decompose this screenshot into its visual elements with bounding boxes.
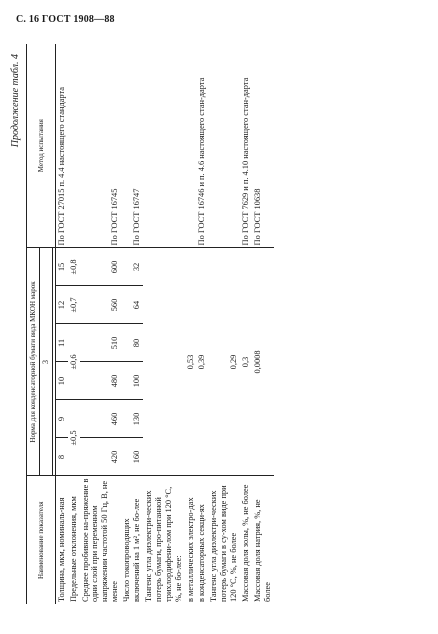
method-sodium: По ГОСТ 10638 xyxy=(252,44,274,248)
row-label-sodium: Массовая доля натрия, %, не более xyxy=(253,499,272,602)
grade-group: 3 xyxy=(40,248,52,476)
inclusions-value-2: 130 xyxy=(121,400,143,438)
inclusions-value-4: 80 xyxy=(121,324,143,362)
breakdown-value-3: 480 xyxy=(80,362,122,400)
table-continuation-label: Продолжение табл. 4 xyxy=(10,54,21,148)
table-row-sodium xyxy=(252,44,274,604)
method-breakdown: По ГОСТ 16745 xyxy=(80,44,122,248)
spec-table xyxy=(26,44,274,604)
inclusions-value-3: 100 xyxy=(121,362,143,400)
col-header-indicator: Наименование показателя xyxy=(27,476,56,604)
col-header-norm: Норма для конденсаторной бумаги вида МКОН марок xyxy=(27,248,40,476)
table-row-tangent-tcdf xyxy=(143,44,185,604)
method-thickness: По ГОСТ 27015 п. 4.4 настоящего стандарта xyxy=(55,44,67,248)
inclusions-value-1: 160 xyxy=(121,438,143,476)
sodium-value: 0,0008 xyxy=(252,248,274,476)
breakdown-value-1: 420 xyxy=(80,438,122,476)
row-label-breakdown: Среднее пробивное на-пряжение в одни слой при переменном напряжении частотой 50 Гц, В, не менее xyxy=(80,478,120,602)
deviation-value-2: ±0,6 xyxy=(68,324,80,400)
ash-value: 0,3 xyxy=(240,248,252,476)
row-label-metal: в металлических электро-дах xyxy=(185,497,195,602)
row-label-sections: в конденсаторных секци-ях xyxy=(197,504,207,602)
deviation-value-4: ±0,8 xyxy=(68,248,80,286)
row-label-ash: Массовая доля золы, %, не более xyxy=(241,484,251,602)
row-label-deviation: Предельные отклонения, мкм xyxy=(68,496,78,602)
table-head-row xyxy=(27,44,40,604)
thickness-value-6: 15 xyxy=(55,248,67,286)
thickness-value-2: 9 xyxy=(55,400,67,438)
method-tangent-tcdf: По ГОСТ 16746 и п. 4.6 настоящего стан-дарта xyxy=(143,44,208,248)
breakdown-value-2: 460 xyxy=(80,400,122,438)
col-header-method: Метод испытания xyxy=(27,44,56,248)
deviation-value-1: ±0,5 xyxy=(68,400,80,476)
row-label-inclusions: Число токопроводящих включений на 1 м², не бо-лее xyxy=(122,498,142,602)
inclusions-value-6: 32 xyxy=(121,248,143,286)
row-label-thickness: Толщина, мкм, номиналь-ная xyxy=(56,497,66,602)
tangent-dry-value: 0,29 xyxy=(208,248,240,476)
breakdown-value-5: 560 xyxy=(80,286,122,324)
inclusions-value-5: 64 xyxy=(121,286,143,324)
table-row-tangent-dry xyxy=(208,44,240,604)
thickness-value-3: 10 xyxy=(55,362,67,400)
metal-value: 0,53 xyxy=(185,248,197,476)
row-label-tangent-dry: Тангенс угла диэлектри-ческих потерь бумаги в су-хом виде при 120 °С, %, не более xyxy=(209,485,239,602)
sections-value: 0,39 xyxy=(196,248,208,476)
row-label-tangent-tcdf: Тангенс угла диэлектри-ческих потерь бумаги, про-питанной трихлордифени-лом при 120 °С, %, не бо-лее: xyxy=(143,486,183,602)
table-row-thickness xyxy=(55,44,67,604)
deviation-value-3: ±0,7 xyxy=(68,286,80,324)
table-row-deviation xyxy=(68,44,80,604)
table-row-breakdown xyxy=(80,44,122,604)
thickness-value-5: 12 xyxy=(55,286,67,324)
table-row-ash xyxy=(240,44,252,604)
rotated-table-wrapper xyxy=(8,44,426,604)
method-inclusions: По ГОСТ 16747 xyxy=(121,44,143,248)
thickness-value-4: 11 xyxy=(55,324,67,362)
page-header: С. 16 ГОСТ 1908—88 xyxy=(16,14,115,25)
thickness-value-1: 8 xyxy=(55,438,67,476)
breakdown-value-4: 510 xyxy=(80,324,122,362)
breakdown-value-6: 600 xyxy=(80,248,122,286)
table-row-inclusions xyxy=(121,44,143,604)
method-ash: По ГОСТ 7629 и п. 4.10 настоящего стан-дарта xyxy=(240,44,252,248)
